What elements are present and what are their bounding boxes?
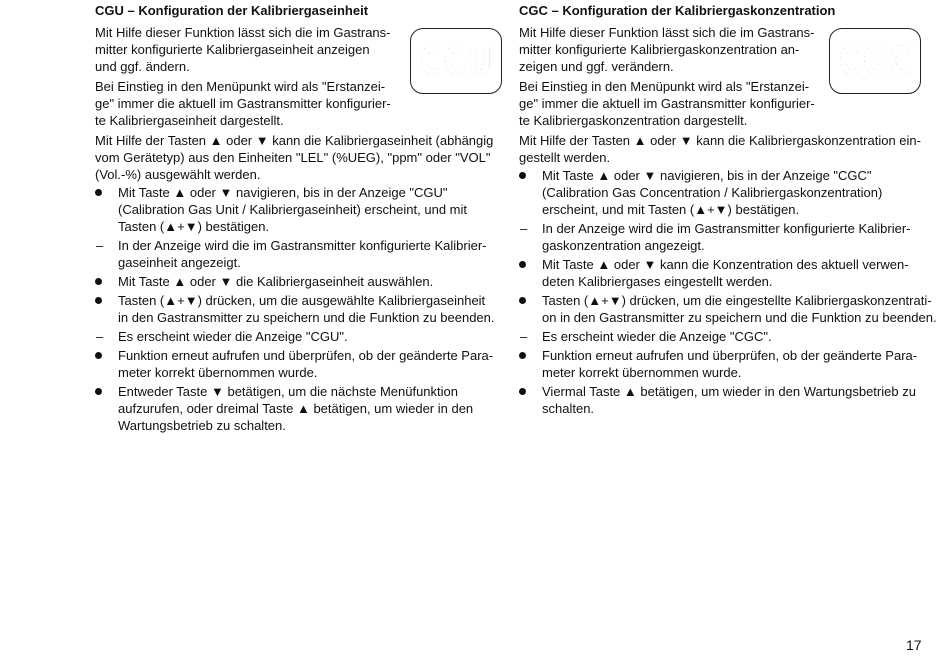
step-line: Tasten (▲+▼) drücken, um die eingestellte Kalibriergaskonzentrati- (542, 293, 932, 308)
bullet-marker (95, 297, 102, 304)
section-heading-cgu: CGU – Konfiguration der Kalibriergaseinheit (95, 3, 369, 18)
bullet-marker (519, 297, 526, 304)
intro-line: und ggf. ändern. (95, 59, 190, 74)
page-number: 17 (906, 637, 922, 653)
intro-line: Bei Einstieg in den Menüpunkt wird als "Erstanzei- (519, 79, 810, 94)
step-line: In der Anzeige wird die im Gastransmitter konfigurierte Kalibrier- (542, 221, 911, 236)
step-line: schalten. (542, 401, 595, 416)
step-line: gaskonzentration angezeigt. (542, 238, 705, 253)
intro-line: Mit Hilfe dieser Funktion lässt sich die im Gastrans- (519, 25, 815, 40)
step-line: Es erscheint wieder die Anzeige "CGU". (118, 329, 348, 344)
intro-line: Mit Hilfe dieser Funktion lässt sich die im Gastrans- (95, 25, 391, 40)
step-line: Entweder Taste ▼ betätigen, um die nächste Menüfunktion (118, 384, 458, 399)
intro-line: gestellt werden. (519, 150, 611, 165)
step-line: erscheint, und mit Tasten (▲+▼) bestätigen. (542, 202, 800, 217)
step-line: Es erscheint wieder die Anzeige "CGC". (542, 329, 772, 344)
step-line: in den Gastransmitter zu speichern und die Funktion zu beenden. (118, 310, 495, 325)
step-line: Tasten (▲+▼) bestätigen. (118, 219, 270, 234)
intro-line: mitter konfigurierte Kalibriergaskonzentration an- (519, 42, 800, 57)
dash-marker: – (520, 221, 528, 236)
section-heading-cgc: CGC – Konfiguration der Kalibriergaskonzentration (519, 3, 836, 18)
step-line: (Calibration Gas Unit / Kalibriergaseinheit) erscheint, und mit (118, 202, 467, 217)
step-line: Mit Taste ▲ oder ▼ navigieren, bis in der Anzeige "CGC" (542, 168, 872, 183)
intro-line: ge" immer die aktuell im Gastransmitter konfigurier- (95, 96, 391, 111)
intro-line: zeigen und ggf. verändern. (519, 59, 674, 74)
intro-line: te Kalibriergaskonzentration dargestellt. (519, 113, 748, 128)
step-line: (Calibration Gas Concentration / Kalibriergaskonzentration) (542, 185, 883, 200)
intro-line: mitter konfigurierte Kalibriergaseinheit anzeigen (95, 42, 370, 57)
bullet-marker (95, 388, 102, 395)
step-line: meter korrekt übernommen wurde. (542, 365, 742, 380)
bullet-marker (95, 189, 102, 196)
step-line: In der Anzeige wird die im Gastransmitter konfigurierte Kalibrier- (118, 238, 487, 253)
dash-marker: – (520, 329, 528, 344)
intro-line: Bei Einstieg in den Menüpunkt wird als "Erstanzei- (95, 79, 386, 94)
bullet-marker (519, 261, 526, 268)
intro-line: vom Gerätetyp) aus den Einheiten "LEL" (%UEG), "ppm" oder "VOL" (95, 150, 491, 165)
step-line: Wartungsbetrieb zu schalten. (118, 418, 286, 433)
step-line: Tasten (▲+▼) drücken, um die ausgewählte Kalibriergaseinheit (118, 293, 486, 308)
step-line: Mit Taste ▲ oder ▼ kann die Konzentration des aktuell verwen- (542, 257, 909, 272)
intro-line: ge" immer die aktuell im Gastransmitter konfigurier- (519, 96, 815, 111)
step-line: on in den Gastransmitter zu speichern und die Funktion zu beenden. (542, 310, 937, 325)
step-line: aufzurufen, oder dreimal Taste ▲ betätigen, um wieder in den (118, 401, 474, 416)
bullet-marker (95, 278, 102, 285)
intro-line: Mit Hilfe der Tasten ▲ oder ▼ kann die Kalibriergaseinheit (abhängig (95, 133, 494, 148)
intro-line: Mit Hilfe der Tasten ▲ oder ▼ kann die Kalibriergaskonzentration ein- (519, 133, 921, 148)
step-line: meter korrekt übernommen wurde. (118, 365, 318, 380)
intro-line: te Kalibriergaseinheit dargestellt. (95, 113, 284, 128)
step-line: gaseinheit angezeigt. (118, 255, 241, 270)
step-line: Funktion erneut aufrufen und überprüfen, ob der geänderte Para- (542, 348, 918, 363)
lcd-display-cgu (410, 28, 502, 94)
bullet-marker (519, 388, 526, 395)
step-line: deten Kalibriergases eingestellt werden. (542, 274, 773, 289)
step-line: Mit Taste ▲ oder ▼ navigieren, bis in der Anzeige "CGU" (118, 185, 448, 200)
bullet-marker (519, 172, 526, 179)
intro-line: (Vol.-%) ausgewählt werden. (95, 167, 261, 182)
bullet-marker (95, 352, 102, 359)
step-line: Mit Taste ▲ oder ▼ die Kalibriergaseinheit auswählen. (118, 274, 434, 289)
lcd-display-cgc (829, 28, 921, 94)
step-line: Viermal Taste ▲ betätigen, um wieder in den Wartungsbetrieb zu (542, 384, 916, 399)
dash-marker: – (96, 238, 104, 253)
bullet-marker (519, 352, 526, 359)
step-line: Funktion erneut aufrufen und überprüfen, ob der geänderte Para- (118, 348, 494, 363)
dash-marker: – (96, 329, 104, 344)
lcd-display-text: CGC (830, 39, 920, 83)
lcd-display-text: CGU (411, 39, 501, 83)
